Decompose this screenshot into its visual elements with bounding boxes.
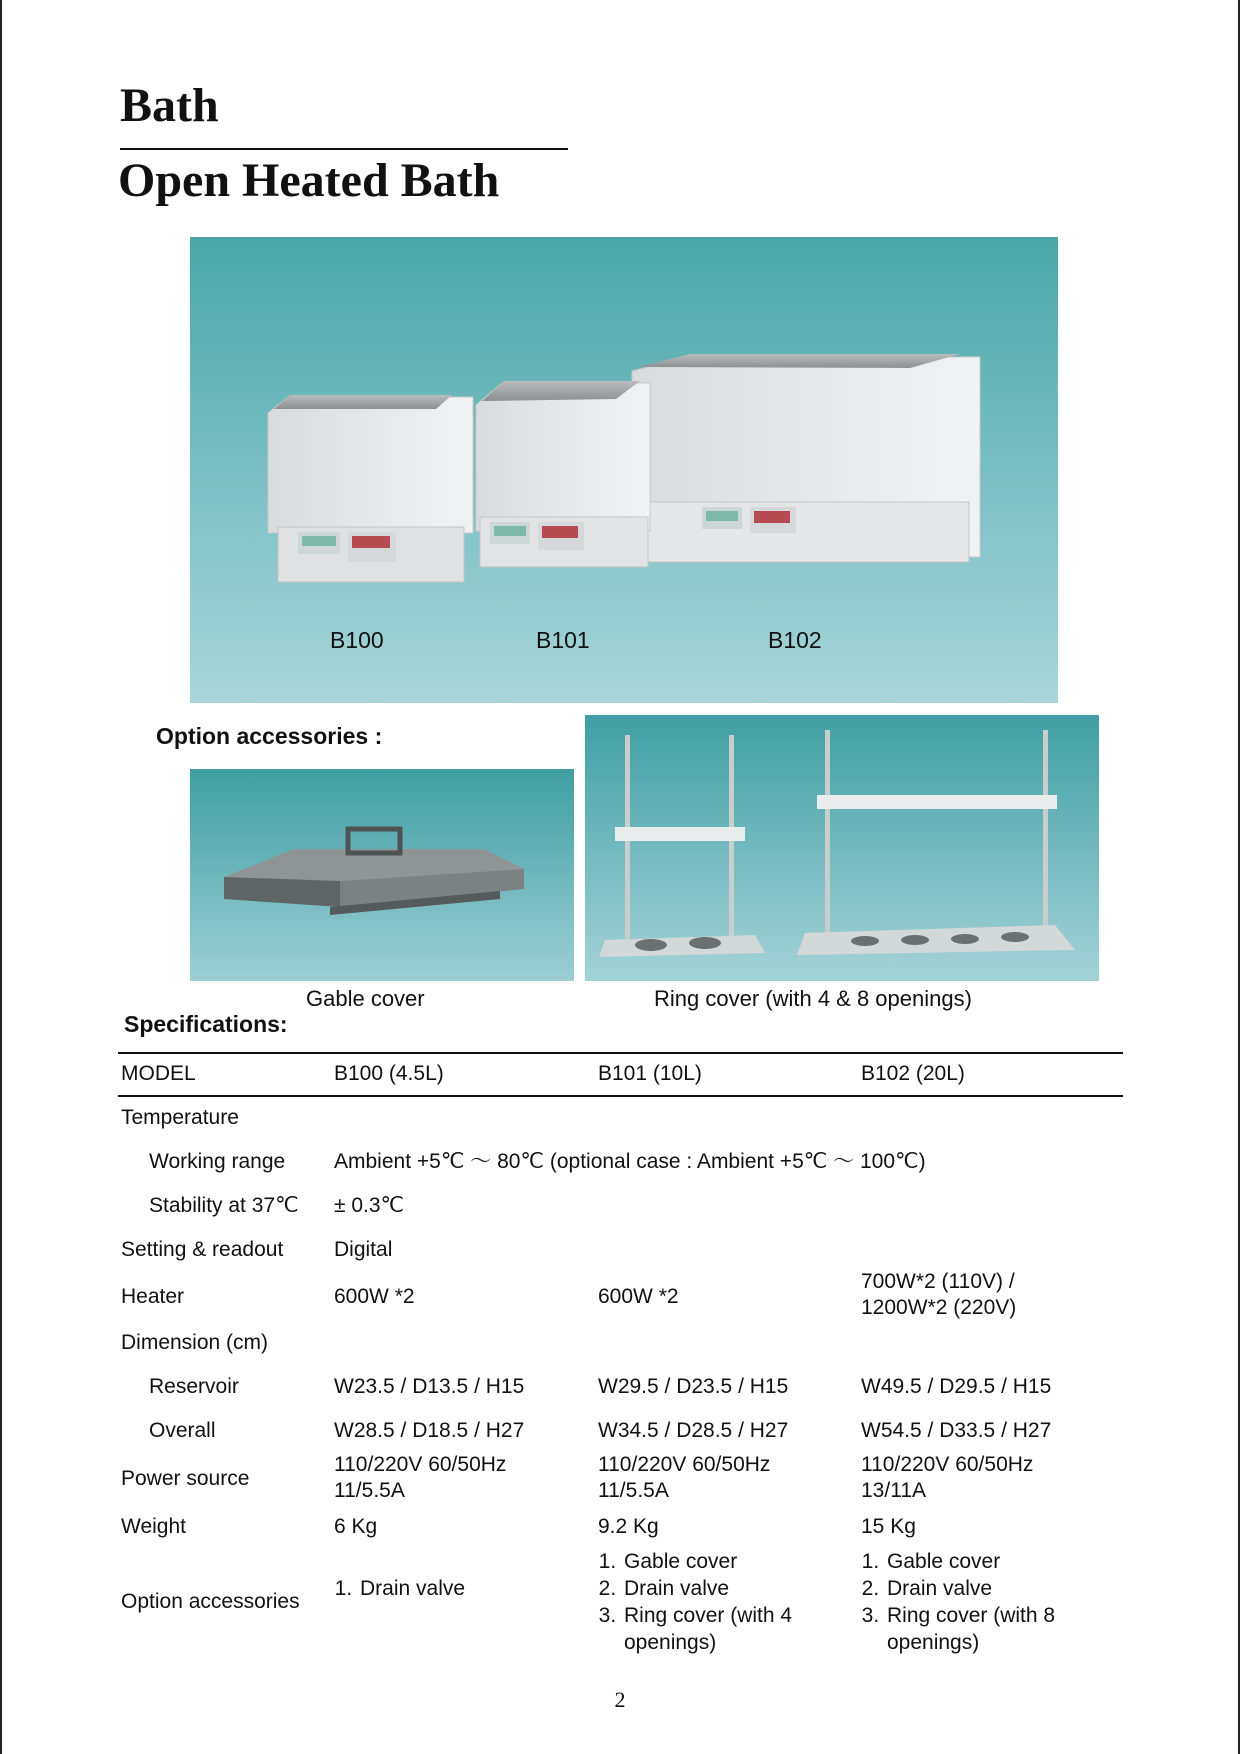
product-title: Open Heated Bath xyxy=(118,154,500,207)
header-b101: B101 (10L) xyxy=(598,1062,702,1085)
options-b102-item: 2. Drain valve xyxy=(885,1575,1093,1602)
power-b102-line2: 13/11A xyxy=(861,1479,926,1502)
header-b100: B100 (4.5L) xyxy=(334,1062,444,1085)
heater-b102-line2: 1200W*2 (220V) xyxy=(861,1296,1017,1319)
option-accessories-heading: Option accessories : xyxy=(156,723,383,749)
reservoir-b102: W49.5 / D29.5 / H15 xyxy=(861,1375,1052,1398)
options-b100-item: 1. Drain valve xyxy=(358,1575,574,1602)
overall-b101: W34.5 / D28.5 / H27 xyxy=(598,1419,789,1442)
model-caption-b100: B100 xyxy=(330,627,384,653)
page-border-left xyxy=(0,0,2,1754)
weight-label: Weight xyxy=(121,1515,186,1538)
weight-b101: 9.2 Kg xyxy=(598,1515,659,1538)
options-b101-item: 1. Gable cover xyxy=(622,1548,830,1575)
options-b102-item: 3. Ring cover (with 8 openings) xyxy=(885,1602,1093,1656)
heater-b102-line1: 700W*2 (110V) / xyxy=(861,1270,1015,1293)
setting-value: Digital xyxy=(334,1238,393,1261)
power-label: Power source xyxy=(121,1467,250,1490)
power-b101-line1: 110/220V 60/50Hz xyxy=(598,1453,771,1476)
temperature-label: Temperature xyxy=(121,1106,239,1129)
option-accessories-label: Option accessories xyxy=(121,1590,300,1613)
header-model: MODEL xyxy=(121,1062,196,1085)
options-b101-list xyxy=(598,1548,830,1656)
weight-b100: 6 Kg xyxy=(334,1515,378,1538)
ring-cover-photo xyxy=(585,715,1099,981)
working-range-value: Ambient +5℃ ～ 80℃ (optional case : Ambient +5℃ ～ 100℃) xyxy=(334,1150,926,1173)
header-b102: B102 (20L) xyxy=(861,1062,965,1085)
gable-cover-caption: Gable cover xyxy=(306,986,425,1011)
working-range-label: Working range xyxy=(149,1150,286,1173)
overall-b100: W28.5 / D18.5 / H27 xyxy=(334,1419,525,1442)
ring-cover-caption: Ring cover (with 4 & 8 openings) xyxy=(654,986,972,1011)
options-b102-item: 1. Gable cover xyxy=(885,1548,1093,1575)
bath-product-photo xyxy=(190,237,1058,703)
title-divider xyxy=(120,148,568,150)
stability-value: ± 0.3℃ xyxy=(334,1194,405,1217)
dimension-label: Dimension (cm) xyxy=(121,1331,269,1354)
overall-b102: W54.5 / D33.5 / H27 xyxy=(861,1419,1052,1442)
model-caption-b101: B101 xyxy=(536,627,590,653)
model-caption-b102: B102 xyxy=(768,627,822,653)
options-b101 xyxy=(598,1548,830,1656)
power-b100-line1: 110/220V 60/50Hz xyxy=(334,1453,507,1476)
options-b102 xyxy=(861,1548,1093,1656)
setting-label: Setting & readout xyxy=(121,1238,284,1261)
heater-b100: 600W *2 xyxy=(334,1285,415,1308)
page-number: 2 xyxy=(614,1687,626,1712)
heater-label: Heater xyxy=(121,1285,185,1308)
options-b101-item: 3. Ring cover (with 4 openings) xyxy=(622,1602,830,1656)
reservoir-b101: W29.5 / D23.5 / H15 xyxy=(598,1375,789,1398)
gable-cover-photo xyxy=(190,769,574,981)
specifications-heading: Specifications: xyxy=(124,1011,288,1037)
options-b100-list xyxy=(334,1575,574,1602)
power-b102-line1: 110/220V 60/50Hz xyxy=(861,1453,1034,1476)
table-header-rule xyxy=(118,1095,1123,1097)
options-b101-item: 2. Drain valve xyxy=(622,1575,830,1602)
table-top-rule xyxy=(118,1052,1123,1054)
stability-label: Stability at 37℃ xyxy=(149,1194,299,1217)
overall-label: Overall xyxy=(149,1419,216,1442)
options-b102-list xyxy=(861,1548,1093,1656)
power-b100-line2: 11/5.5A xyxy=(334,1479,405,1502)
heater-b101: 600W *2 xyxy=(598,1285,679,1308)
category-title: Bath xyxy=(120,79,219,132)
weight-b102: 15 Kg xyxy=(861,1515,916,1538)
options-b100 xyxy=(334,1575,574,1602)
reservoir-label: Reservoir xyxy=(149,1375,239,1398)
power-b101-line2: 11/5.5A xyxy=(598,1479,669,1502)
reservoir-b100: W23.5 / D13.5 / H15 xyxy=(334,1375,525,1398)
